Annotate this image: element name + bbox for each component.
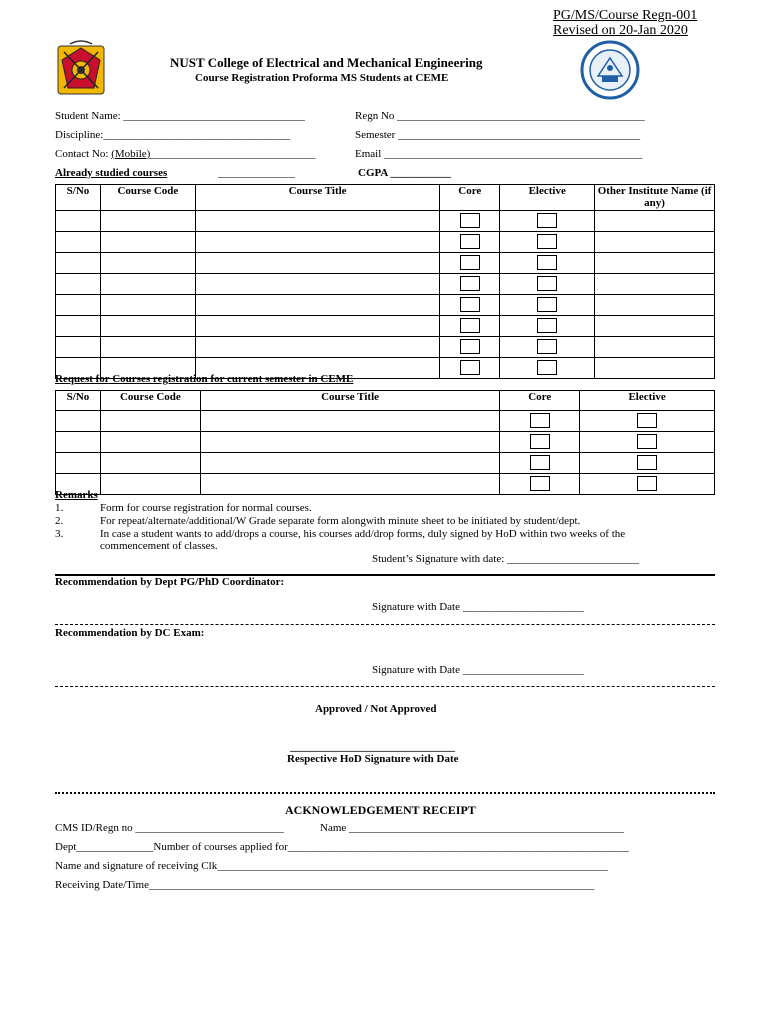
col-course-title: Course Title (200, 391, 499, 411)
table-cell[interactable] (500, 474, 580, 495)
core-checkbox[interactable] (460, 255, 480, 270)
ack-receiving-clk-field[interactable]: Name and signature of receiving Clk_______________________________________________________________________ (55, 860, 608, 872)
table-cell[interactable] (56, 295, 101, 316)
elective-checkbox[interactable] (537, 213, 557, 228)
table-row (56, 337, 715, 358)
col-elective: Elective (500, 185, 595, 211)
table-cell[interactable] (580, 474, 715, 495)
core-checkbox[interactable] (530, 455, 550, 470)
contact-no-field[interactable] (55, 148, 315, 160)
table-cell[interactable] (500, 316, 595, 337)
col-course-code: Course Code (100, 185, 195, 211)
table-cell[interactable] (595, 295, 715, 316)
core-checkbox[interactable] (460, 234, 480, 249)
elective-checkbox[interactable] (637, 455, 657, 470)
table-row (56, 453, 715, 474)
form-code: PG/MS/Course Regn-001 (553, 8, 698, 23)
already-studied-label: Already studied courses (55, 167, 168, 179)
table-cell[interactable] (595, 337, 715, 358)
table-cell[interactable] (56, 253, 101, 274)
ack-dept-field[interactable]: Dept______________Number of courses applied for______________________________________________________________ (55, 841, 629, 853)
core-checkbox[interactable] (460, 339, 480, 354)
semester-field[interactable]: Semester ____________________________________________ (355, 129, 641, 141)
elective-checkbox[interactable] (537, 234, 557, 249)
elective-checkbox[interactable] (537, 339, 557, 354)
table-cell[interactable] (500, 453, 580, 474)
hod-signature-label: Respective HoD Signature with Date (287, 753, 459, 765)
table-cell[interactable] (100, 316, 195, 337)
table-cell[interactable] (440, 337, 500, 358)
table-cell[interactable] (580, 453, 715, 474)
table-cell[interactable] (200, 474, 499, 495)
table-cell[interactable] (56, 411, 101, 432)
discipline-field[interactable]: Discipline:__________________________________ (55, 129, 291, 141)
col-sno: S/No (56, 391, 101, 411)
elective-checkbox[interactable] (637, 476, 657, 491)
table-header-row (56, 391, 715, 411)
elective-checkbox[interactable] (537, 360, 557, 375)
table-cell[interactable] (500, 274, 595, 295)
col-sno: S/No (56, 185, 101, 211)
table-cell[interactable] (100, 274, 195, 295)
remark-3-num: 3. (55, 528, 64, 540)
col-other-institute: Other Institute Name (if any) (595, 185, 715, 211)
nust-seal-logo (580, 40, 640, 100)
table-row (56, 474, 715, 495)
cgpa-field[interactable]: CGPA ___________ (358, 167, 451, 179)
table-header-row (56, 185, 715, 211)
ack-cms-field[interactable]: CMS ID/Regn no ___________________________ (55, 822, 284, 834)
table-cell[interactable] (56, 316, 101, 337)
table-cell[interactable] (195, 274, 440, 295)
core-checkbox[interactable] (460, 297, 480, 312)
dc-exam-signature-field[interactable]: Signature with Date ______________________ (372, 664, 584, 676)
student-name-field[interactable]: Student Name: _________________________________ (55, 110, 305, 122)
ack-name-field[interactable]: Name __________________________________________________ (320, 822, 625, 834)
table-cell[interactable] (100, 337, 195, 358)
remark-3-continued: commencement of classes. (100, 540, 218, 552)
table-cell[interactable] (56, 453, 101, 474)
table-cell[interactable] (440, 253, 500, 274)
table-cell[interactable] (440, 316, 500, 337)
table-cell[interactable] (500, 432, 580, 453)
table-cell[interactable] (500, 358, 595, 379)
ack-title: ACKNOWLEDGEMENT RECEIPT (285, 803, 476, 817)
table-cell[interactable] (440, 274, 500, 295)
table-cell[interactable] (195, 316, 440, 337)
table-cell[interactable] (100, 232, 195, 253)
email-field[interactable]: Email _______________________________________________ (355, 148, 643, 160)
table-row (56, 295, 715, 316)
hod-signature-line[interactable]: ______________________________ (290, 741, 455, 753)
table-cell[interactable] (56, 274, 101, 295)
core-checkbox[interactable] (530, 476, 550, 491)
contact-label: Contact No: (55, 148, 109, 160)
table-cell[interactable] (200, 432, 499, 453)
approval-status: Approved / Not Approved (315, 703, 437, 715)
table-cell[interactable] (200, 453, 499, 474)
remark-1-text: Form for course registration for normal courses. (100, 502, 312, 514)
section-divider (55, 686, 715, 687)
form-code-header (553, 8, 697, 38)
table-cell[interactable] (595, 316, 715, 337)
table-cell[interactable] (100, 474, 200, 495)
section-divider (55, 624, 715, 625)
contact-mobile-label: (Mobile) (111, 148, 151, 160)
elective-checkbox[interactable] (637, 434, 657, 449)
table-cell[interactable] (500, 253, 595, 274)
col-core: Core (500, 391, 580, 411)
col-course-title: Course Title (195, 185, 440, 211)
table-cell[interactable] (500, 211, 595, 232)
table-cell[interactable] (440, 232, 500, 253)
table-cell[interactable] (195, 211, 440, 232)
already-studied-blank[interactable]: ______________ (218, 167, 295, 179)
current-courses-table (55, 390, 715, 495)
cut-line (55, 792, 715, 794)
table-row (56, 253, 715, 274)
table-cell[interactable] (195, 337, 440, 358)
table-cell[interactable] (56, 232, 101, 253)
table-cell[interactable] (440, 211, 500, 232)
table-cell[interactable] (56, 211, 101, 232)
remark-2-num: 2. (55, 515, 64, 527)
table-cell[interactable] (580, 432, 715, 453)
table-cell[interactable] (500, 295, 595, 316)
table-cell[interactable] (195, 232, 440, 253)
table-cell[interactable] (580, 411, 715, 432)
proforma-title: Course Registration Proforma MS Students at CEME (195, 72, 449, 84)
remark-3-text: In case a student wants to add/drops a course, his courses add/drop forms, duly signed by HoD within two weeks of the (100, 528, 626, 540)
table-cell[interactable] (440, 295, 500, 316)
table-cell[interactable] (100, 295, 195, 316)
col-elective: Elective (580, 391, 715, 411)
student-signature-field[interactable]: Student’s Signature with date: ________________________ (372, 553, 640, 565)
table-cell[interactable] (100, 453, 200, 474)
table-cell[interactable] (595, 253, 715, 274)
table-cell[interactable] (100, 432, 200, 453)
college-title: NUST College of Electrical and Mechanical Engineering (170, 55, 483, 70)
table-row (56, 411, 715, 432)
table-cell[interactable] (100, 211, 195, 232)
table-cell[interactable] (100, 411, 200, 432)
table-row (56, 274, 715, 295)
contact-blank: ______________________________ (150, 148, 316, 160)
table-cell[interactable] (195, 253, 440, 274)
ceme-crest-logo (50, 38, 112, 100)
table-row (56, 211, 715, 232)
pg-coordinator-signature-field[interactable]: Signature with Date ______________________ (372, 601, 584, 613)
table-cell[interactable] (200, 411, 499, 432)
core-checkbox[interactable] (530, 413, 550, 428)
remarks-title: Remarks (55, 489, 98, 501)
table-cell[interactable] (595, 211, 715, 232)
table-cell[interactable] (440, 358, 500, 379)
elective-checkbox[interactable] (537, 297, 557, 312)
core-checkbox[interactable] (460, 318, 480, 333)
col-core: Core (440, 185, 500, 211)
ack-receiving-date-field[interactable]: Receiving Date/Time_________________________________________________________________________________ (55, 879, 595, 891)
core-checkbox[interactable] (460, 360, 480, 375)
table2-title: Request for Courses registration for current semester in CEME (55, 373, 354, 385)
table-cell[interactable] (595, 358, 715, 379)
remark-2-text: For repeat/alternate/additional/W Grade separate form alongwith minute sheet to be initiated by student/dept. (100, 515, 581, 527)
table-row (56, 232, 715, 253)
table-row (56, 316, 715, 337)
remark-1-num: 1. (55, 502, 64, 514)
table-cell[interactable] (500, 232, 595, 253)
table-cell[interactable] (100, 253, 195, 274)
core-checkbox[interactable] (460, 213, 480, 228)
regn-no-field[interactable]: Regn No _____________________________________________ (355, 110, 645, 122)
studied-courses-table (55, 184, 715, 379)
table-cell[interactable] (195, 295, 440, 316)
col-course-code: Course Code (100, 391, 200, 411)
table-cell[interactable] (595, 274, 715, 295)
table-cell[interactable] (56, 432, 101, 453)
elective-checkbox[interactable] (537, 318, 557, 333)
table-cell[interactable] (56, 337, 101, 358)
elective-checkbox[interactable] (537, 255, 557, 270)
pg-coordinator-title: Recommendation by Dept PG/PhD Coordinator: (55, 576, 285, 588)
table-cell[interactable] (500, 411, 580, 432)
elective-checkbox[interactable] (537, 276, 557, 291)
core-checkbox[interactable] (530, 434, 550, 449)
table-cell[interactable] (500, 337, 595, 358)
table-cell[interactable] (595, 232, 715, 253)
elective-checkbox[interactable] (637, 413, 657, 428)
table-row (56, 432, 715, 453)
core-checkbox[interactable] (460, 276, 480, 291)
dc-exam-title: Recommendation by DC Exam: (55, 627, 205, 639)
revised-date: Revised on 20-Jan 2020 (553, 23, 688, 38)
